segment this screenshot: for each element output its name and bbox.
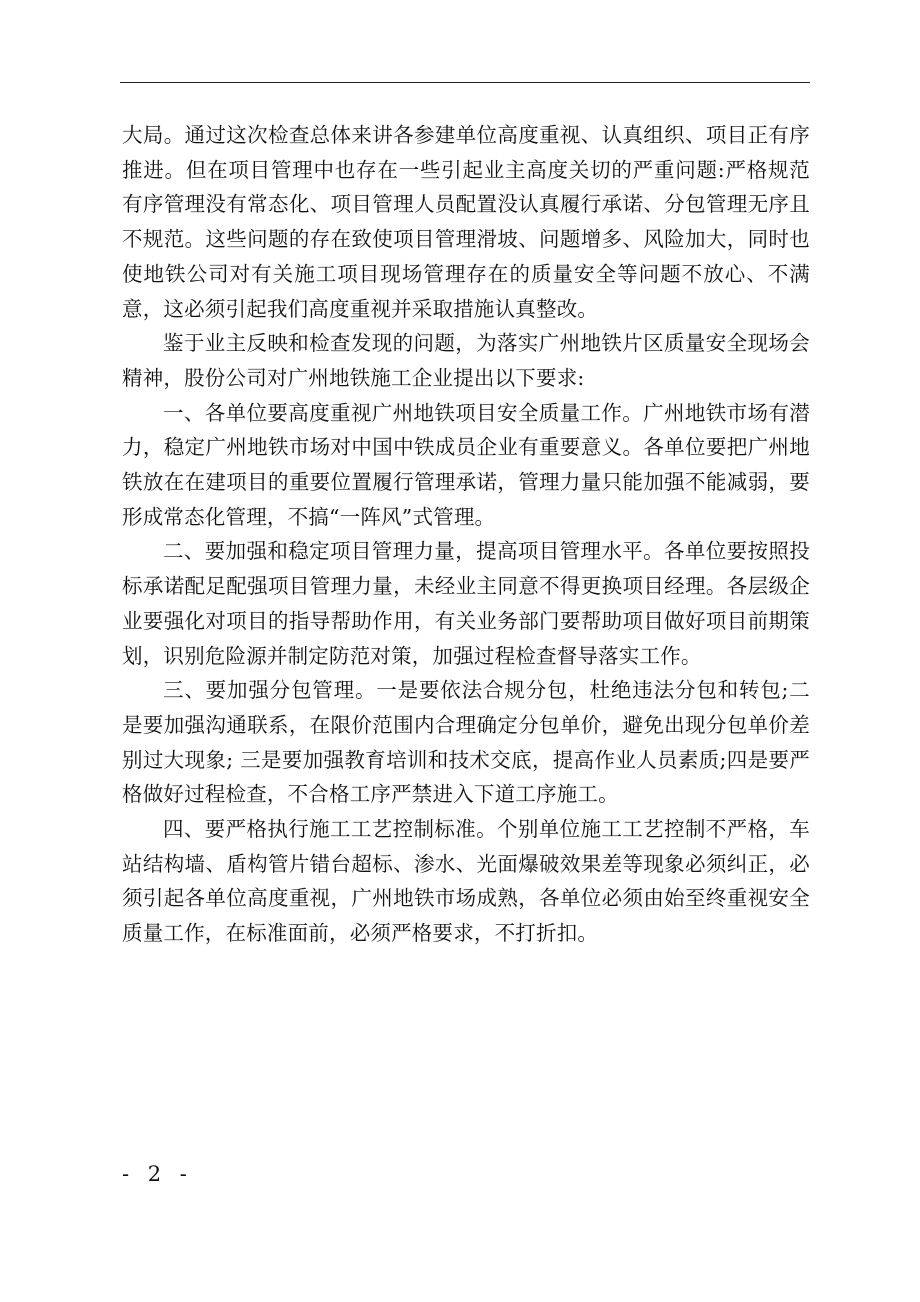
document-body — [122, 118, 810, 951]
paragraph-requirement-2: 二、要加强和稳定项目管理力量，提高项目管理水平。各单位要按照投标承诺配足配强项目管理力量，未经业主同意不得更换项目经理。各层级企业要强化对项目的指导帮助作用，有关业务部门要帮助项目做好项目前期策划，识别危险源并制定防范对策，加强过程检查督导落实工作。 — [122, 539, 810, 668]
paragraph-requirement-4: 四、要严格执行施工工艺控制标准。个别单位施工工艺控制不严格，车站结构墙、盾构管片错台超标、渗水、光面爆破效果差等现象必须纠正，必须引起各单位高度重视，广州地铁市场成熟，各单位必须由始至终重视安全质量工作，在标准面前，必须严格要求，不打折扣。 — [122, 817, 810, 946]
paragraph-requirement-3: 三、要加强分包管理。一是要依法合规分包，杜绝违法分包和转包;二是要加强沟通联系，在限价范围内合理确定分包单价，避免出现分包单价差别过大现象; 三是要加强教育培训和技术交底，提高作业人员素质;四是要严格做好过程检查，不合格工序严禁进入下道工序施工。 — [122, 678, 810, 807]
page-number: - 2 - — [122, 1162, 193, 1186]
paragraph-preamble: 鉴于业主反映和检查发现的问题，为落实广州地铁片区质量安全现场会精神，股份公司对广州地铁施工企业提出以下要求: — [122, 331, 810, 390]
header-rule — [120, 82, 810, 83]
paragraph-continuation: 大局。通过这次检查总体来讲各参建单位高度重视、认真组织、项目正有序推进。但在项目管理中也存在一些引起业主高度关切的严重问题:严格规范有序管理没有常态化、项目管理人员配置没认真履行承诺、分包管理无序且不规范。这些问题的存在致使项目管理滑坡、问题增多、风险加大，同时也使地铁公司对有关施工项目现场管理存在的质量安全等问题不放心、不满意，这必须引起我们高度重视并采取措施认真整改。 — [122, 123, 810, 321]
paragraph-requirement-1: 一、各单位要高度重视广州地铁项目安全质量工作。广州地铁市场有潜力，稳定广州地铁市场对中国中铁成员企业有重要意义。各单位要把广州地铁放在在建项目的重要位置履行管理承诺，管理力量只能加强不能减弱，要形成常态化管理，不搞“一阵风”式管理。 — [122, 400, 810, 529]
